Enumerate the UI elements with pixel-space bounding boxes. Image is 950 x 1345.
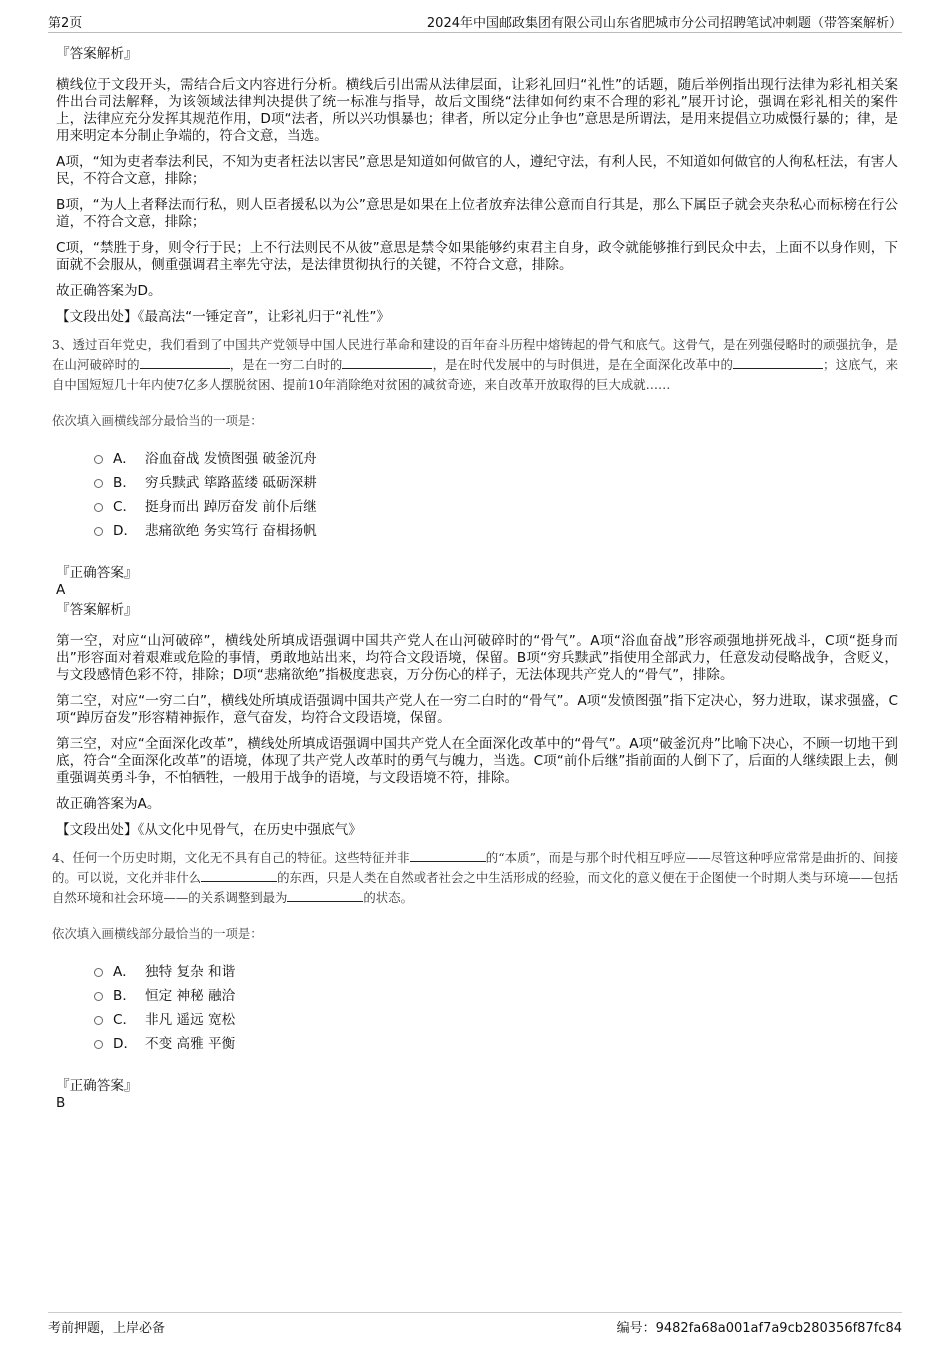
radio-icon[interactable] [94,527,103,536]
analysis-paragraph: B项，“为人上者释法而行私，则人臣者援私以为公”意思是如果在上位者放弃法律公意而自行其是，那么下属臣子就会夹杂私心而标榜在行公道，不符合文意，排除； [56,197,898,230]
option-c[interactable]: C． 挺身而出 踔厉奋发 前仆后继 [94,495,898,519]
analysis-paragraph: 第一空，对应“山河破碎”，横线处所填成语强调中国共产党人在山河破碎时的“骨气”。A项“浴血奋战”形容顽强地拼死战斗，C项“挺身而出”形容面对着艰难或危险的事情，勇敢地站出来，均符合文段语境，保留。B项“穷兵黩武”指使用全部武力，任意发动侵略战争，含贬义，与文段感情色彩不符，排除；D项“悲痛欲绝”指极度悲哀，万分伤心的样子，无法体现共产党人的“骨气”，排除。 [56,633,898,683]
options-list [94,960,898,1056]
option-d[interactable]: D． 不变 高雅 平衡 [94,1032,898,1056]
fill-blank [342,356,432,369]
analysis-label: 『答案解析』 [56,602,138,618]
option-b[interactable]: B． 穷兵黩武 筚路蓝缕 砥砺深耕 [94,471,898,495]
conclusion: 故正确答案为A。 [56,796,161,812]
document-id: 编号：9482fa68a001af7a9cb280356f87fc84 [616,1321,902,1336]
conclusion: 故正确答案为D。 [56,283,162,299]
fill-blank [140,356,230,369]
radio-icon[interactable] [94,455,103,464]
analysis-paragraph: C项，“禁胜于身，则令行于民；上不行法则民不从彼”意思是禁令如果能够约束君主自身，政令就能够推行到民众中去，上面不以身作则，下面就不会服从，侧重强调君主率先守法，是法律贯彻执行的关键，不符合文意，排除。 [56,240,898,273]
analysis-paragraph: 第三空，对应“全面深化改革”，横线处所填成语强调中国共产党人在全面深化改革中的“骨气”。A项“破釜沉舟”比喻下决心，不顾一切地干到底，符合“全面深化改革”的语境，体现了共产党人改革时的勇气与魄力，当选。C项“前仆后继”指前面的人倒下了，后面的人继续跟上去，侧重强调英勇斗争，不怕牺牲，一般用于战争的语境，与文段语境不符，排除。 [56,736,898,786]
analysis-paragraph: 第二空，对应“一穷二白”，横线处所填成语强调中国共产党人在一穷二白时的“骨气”。A项“发愤图强”指下定决心，努力进取，谋求强盛，C项“踔厉奋发”形容精神振作，意气奋发，均符合文段语境，保留。 [56,693,898,726]
option-a[interactable]: A． 浴血奋战 发愤图强 破釜沉舟 [94,447,898,471]
options-list [94,447,898,543]
footer-slogan: 考前押题，上岸必备 [48,1321,166,1336]
radio-icon[interactable] [94,968,103,977]
fill-blank [201,869,277,882]
question-4-stem: 4、任何一个历史时期，文化无不具有自己的特征。这些特征并非 的“本质”，而是与那个时代相互呼应——尽管这种呼应常常是曲折的、间接的。可以说，文化并非什么 的东西，只是人类在自然或者社会之中生活形成的经验，而文化的意义便在于企图使一个时期人类与环境——包括自然环境和社会环境——的关系调整到最为 的状态。 [52,850,899,905]
question-prompt: 依次填入画横线部分最恰当的一项是： [52,926,263,941]
page-number: 第2页 [48,16,83,31]
option-c[interactable]: C． 非凡 遥远 宽松 [94,1008,898,1032]
option-a[interactable]: A． 独特 复杂 和谐 [94,960,898,984]
page-header [48,12,902,33]
radio-icon[interactable] [94,1040,103,1049]
document-title: 2024年中国邮政集团有限公司山东省肥城市分公司招聘笔试冲刺题（带答案解析） [426,16,902,31]
radio-icon[interactable] [94,992,103,1001]
fill-blank [287,889,363,902]
source-citation: 【文段出处】《从文化中见骨气，在历史中强底气》 [56,822,362,838]
analysis-paragraph: 横线位于文段开头，需结合后文内容进行分析。横线后引出需从法律层面，让彩礼回归“礼性”的话题，随后举例指出现行法律为彩礼相关案件出台司法解释，为该领域法律判决提供了统一标准与指导，故后文围绕“法律如何约束不合理的彩礼”展开讨论，强调在彩礼相关的案件上，法律应充分发挥其规范作用，D项“法者，所以兴功惧暴也；律者，所以定分止争也”意思是所谓法，是用来提倡立功威慑行暴的；律，是用来明定本分制止争端的，符合文意，当选。 [56,77,898,144]
radio-icon[interactable] [94,1016,103,1025]
question-3-stem: 3、透过百年党史，我们看到了中国共产党领导中国人民进行革命和建设的百年奋斗历程中熔铸起的骨气和底气。这骨气，是在列强侵略时的顽强抗争，是在山河破碎时的 ，是在一穷二白时的 ，是在时代发展中的与时俱进，是在全面深化改革中的 ；这底气，来自中国短短几十年内使7亿多人摆脱贫困、提前10年消除绝对贫困的减贫奇迹，来自改革开放取得的巨大成就…… [52,337,899,392]
fill-blank [733,356,823,369]
option-b[interactable]: B． 恒定 神秘 融洽 [94,984,898,1008]
radio-icon[interactable] [94,503,103,512]
radio-icon[interactable] [94,479,103,488]
answer-label: 『正确答案』 [56,1078,138,1094]
option-d[interactable]: D． 悲痛欲绝 务实笃行 奋楫扬帆 [94,519,898,543]
analysis-paragraph: A项，“知为吏者奉法利民，不知为吏者枉法以害民”意思是知道如何做官的人，遵纪守法，有利人民，不知道如何做官的人徇私枉法，有害人民，不符合文意，排除； [56,154,898,187]
fill-blank [410,849,486,862]
answer-value: A [56,582,66,598]
answer-label: 『正确答案』 [56,565,138,581]
page-footer [48,1312,902,1339]
answer-value: B [56,1095,66,1111]
question-prompt: 依次填入画横线部分最恰当的一项是： [52,413,263,428]
source-citation: 【文段出处】《最高法“一锤定音”，让彩礼归于“礼性”》 [56,309,391,325]
main-content [52,46,899,1115]
analysis-label: 『答案解析』 [56,46,138,62]
